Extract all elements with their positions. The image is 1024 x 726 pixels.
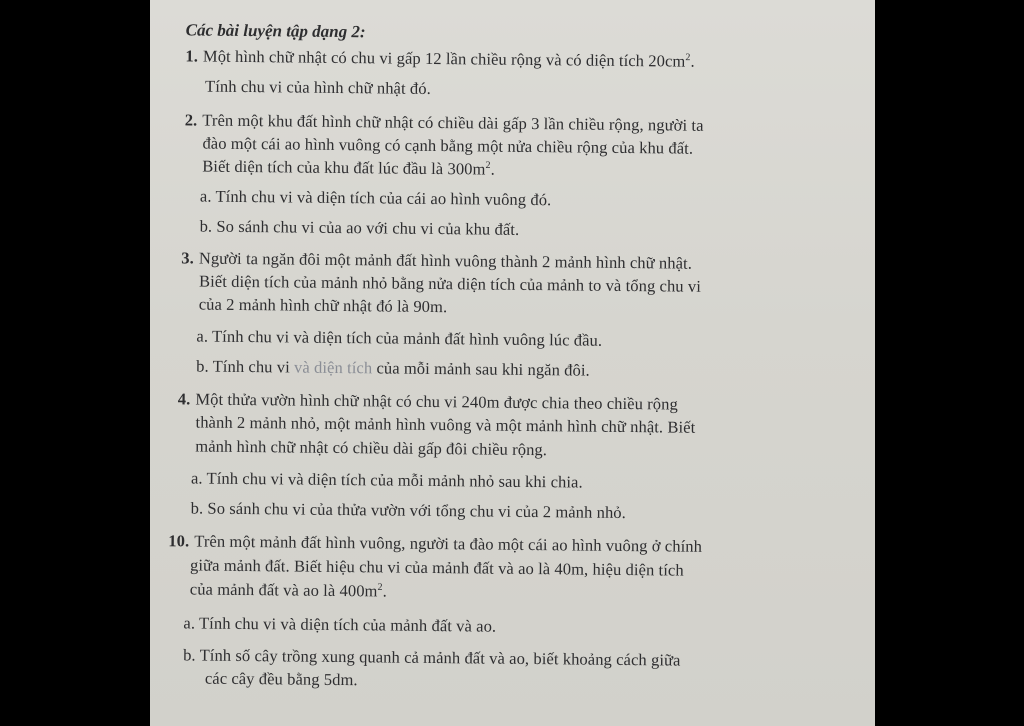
problem-10-line-3 xyxy=(190,579,387,601)
problem-2-line-2: đào một cái ao hình vuông có cạnh bằng một nửa chiều rộng của khu đất. xyxy=(202,133,694,158)
problem-3-line-1 xyxy=(181,248,692,273)
problem-10-sub-b-line-1: b. Tính số cây trồng xung quanh cả mảnh đất và ao, biết khoảng cách giữa xyxy=(183,645,681,670)
section-heading: Các bài luyện tập dạng 2: xyxy=(185,20,366,42)
problem-3-line-2: Biết diện tích của mảnh nhỏ bằng nửa diện tích của mảnh to và tổng chu vi xyxy=(198,271,702,296)
problem-2-line-1 xyxy=(185,110,704,135)
problem-4-line-1 xyxy=(178,389,678,414)
problem-10-sub-a: a. Tính chu vi và diện tích của mảnh đất và ao. xyxy=(183,613,497,636)
problem-3-sub-a: a. Tính chu vi và diện tích của mảnh đất hình vuông lúc đầu. xyxy=(196,326,603,350)
problem-1-line-1 xyxy=(185,46,695,71)
book-page xyxy=(150,0,875,726)
problem-1-line-2: Tính chu vi của hình chữ nhật đó. xyxy=(205,76,431,98)
problem-4-sub-a: a. Tính chu vi và diện tích của mỗi mảnh nhỏ sau khi chia. xyxy=(190,468,583,492)
problem-text: của mỗi mảnh sau khi ngăn đôi. xyxy=(376,358,590,380)
punctuation: . xyxy=(690,51,695,71)
problem-number: 3. xyxy=(181,248,194,268)
problem-text: Trên một mảnh đất hình vuông, người ta đào một cái ao hình vuông ở chính xyxy=(194,531,703,556)
punctuation: . xyxy=(490,159,495,179)
problem-2-sub-a: a. Tính chu vi và diện tích của cái ao hình vuông đó. xyxy=(199,186,552,210)
problem-text: Một thửa vườn hình chữ nhật có chu vi 240m được chia theo chiều rộng xyxy=(195,389,678,414)
problem-4-line-2: thành 2 mảnh nhỏ, một mảnh hình vuông và một mảnh hình chữ nhật. Biết xyxy=(195,412,696,437)
exponent: 2 xyxy=(485,160,491,172)
area-value: 400m xyxy=(339,581,378,601)
problem-10-sub-b-line-2: các cây đều bằng 5dm. xyxy=(204,668,358,690)
exponent: 2 xyxy=(685,52,691,64)
problem-text: của mảnh đất và ao là xyxy=(189,579,336,600)
faded-text: và diện tích xyxy=(293,357,373,378)
page-content xyxy=(150,0,875,726)
problem-4-line-3: mảnh hình chữ nhật có chiều dài gấp đôi chiều rộng. xyxy=(195,436,548,460)
problem-text: Trên một khu đất hình chữ nhật có chiều dài gấp 3 lần chiều rộng, người ta xyxy=(202,110,704,135)
problem-text: Một hình chữ nhật có chu vi gấp 12 lần chiều rộng và có diện tích xyxy=(202,46,645,71)
problem-number: 10. xyxy=(168,531,190,551)
problem-text: Người ta ngăn đôi một mảnh đất hình vuông thành 2 mảnh hình chữ nhật. xyxy=(198,248,693,273)
problem-2-line-3 xyxy=(202,157,495,180)
problem-number: 2. xyxy=(184,110,198,130)
problem-number: 4. xyxy=(177,389,191,409)
problem-4-sub-b: b. So sánh chu vi của thửa vườn với tổng chu vi của 2 mảnh nhỏ. xyxy=(190,498,627,523)
problem-text: b. Tính chu vi xyxy=(196,356,290,377)
problem-10-line-1 xyxy=(168,531,702,557)
area-value: 20cm xyxy=(648,51,686,71)
problem-2-sub-b: b. So sánh chu vi của ao với chu vi của khu đất. xyxy=(199,216,520,239)
exponent: 2 xyxy=(377,581,383,593)
area-value: 300m xyxy=(447,159,486,179)
problem-3-sub-b xyxy=(196,357,590,381)
problem-3-line-3: của 2 mảnh hình chữ nhật đó là 90m. xyxy=(198,294,448,317)
problem-10-line-2: giữa mảnh đất. Biết hiệu chu vi của mảnh đất và ao là 40m, hiệu diện tích xyxy=(189,555,684,580)
problem-text: Biết diện tích của khu đất lúc đầu là xyxy=(202,156,444,179)
punctuation: . xyxy=(382,581,387,601)
problem-number: 1. xyxy=(185,46,199,66)
